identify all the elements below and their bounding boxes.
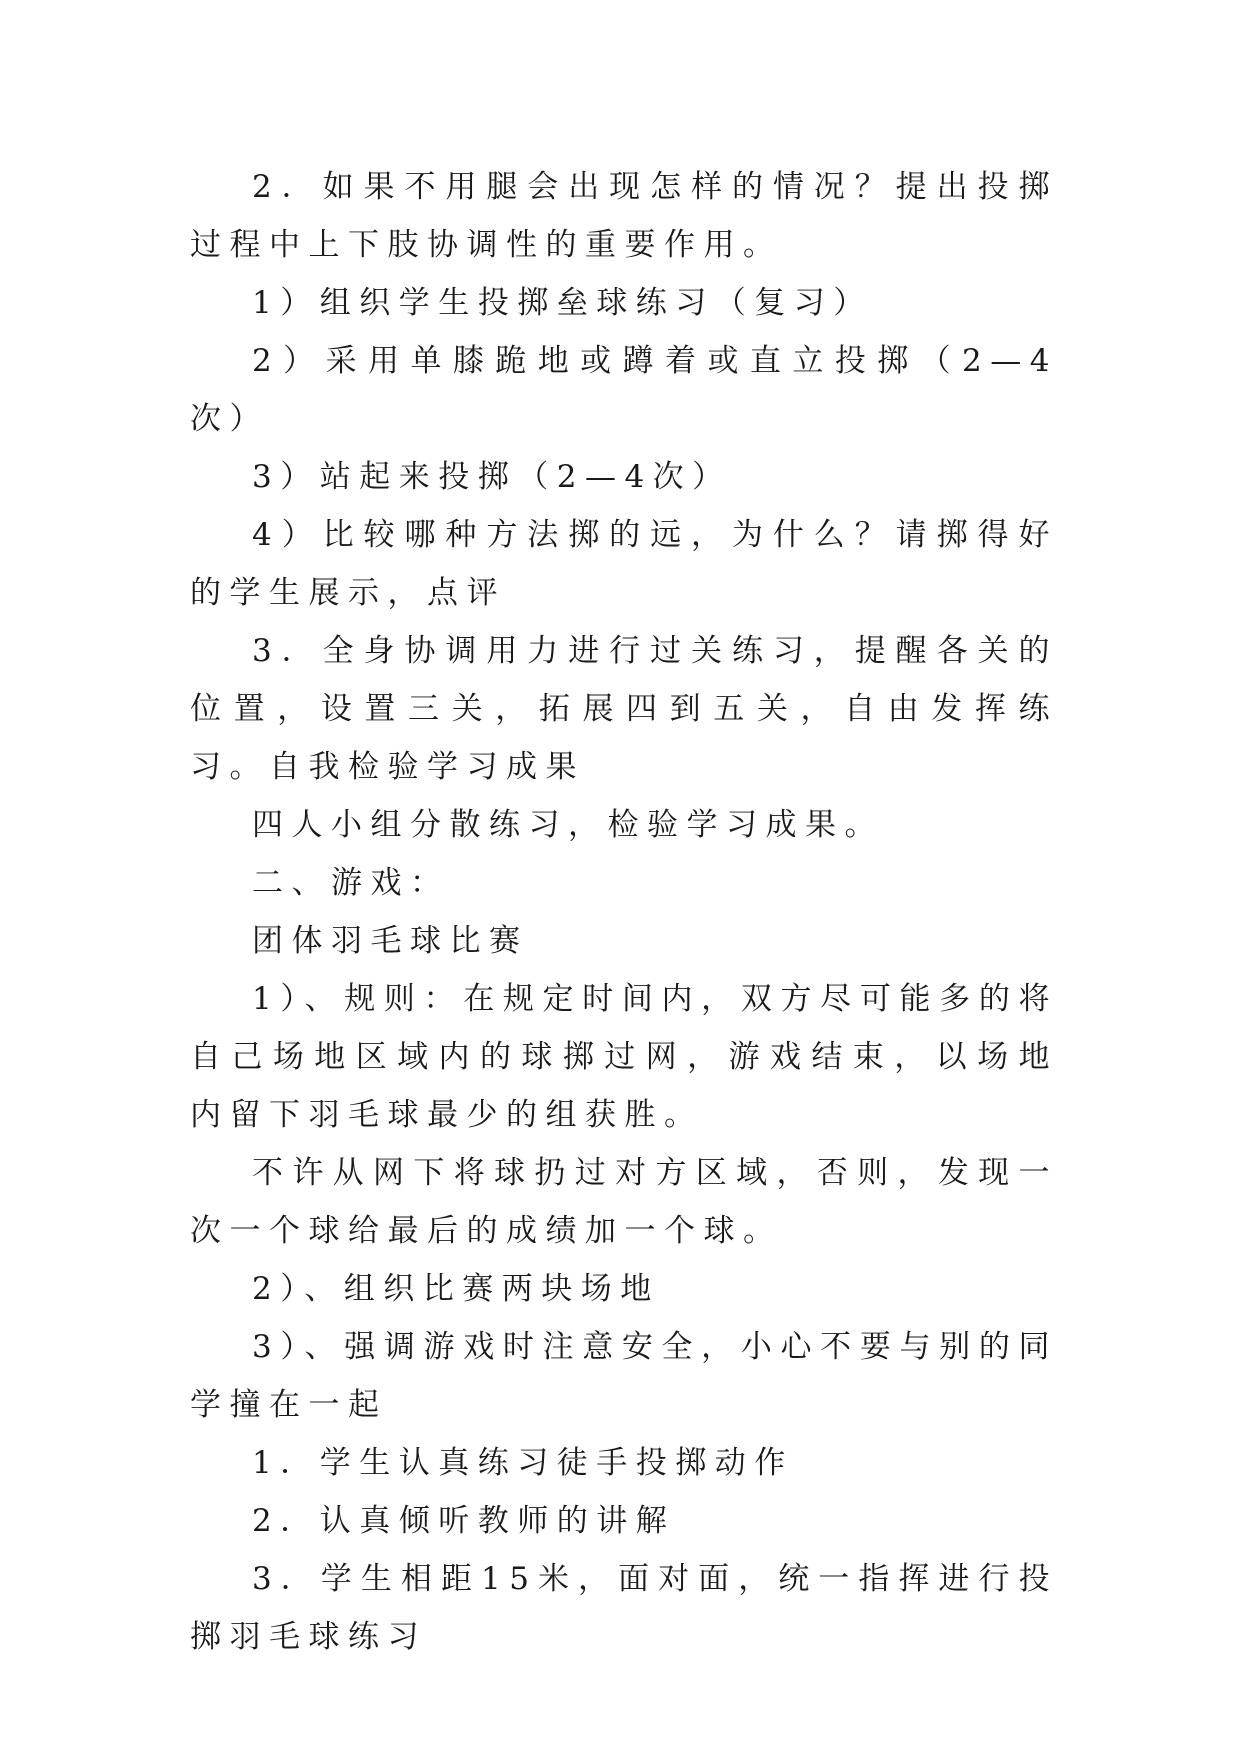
paragraph: 3）、强调游戏时注意安全，小心不要与别的同学撞在一起 bbox=[190, 1329, 1058, 1423]
paragraph: 3）站起来投掷（2—4次） bbox=[252, 459, 732, 495]
paragraph: 3．学生相距15米，面对面，统一指挥进行投掷羽毛球练习 bbox=[190, 1561, 1058, 1655]
paragraph: 2．认真倾听教师的讲解 bbox=[252, 1503, 676, 1539]
paragraph: 1）组织学生投掷垒球练习（复习） bbox=[252, 285, 873, 321]
section-heading: 二、游戏： bbox=[252, 865, 450, 901]
document-body bbox=[190, 158, 1058, 1666]
paragraph: 2）采用单膝跪地或蹲着或直立投掷（2—4次） bbox=[190, 343, 1058, 437]
paragraph: 2．如果不用腿会出现怎样的情况？提出投掷过程中上下肢协调性的重要作用。 bbox=[190, 169, 1058, 263]
paragraph: 4）比较哪种方法掷的远，为什么？请掷得好的学生展示，点评 bbox=[190, 517, 1058, 611]
paragraph: 1）、规则：在规定时间内，双方尽可能多的将自己场地区域内的球掷过网，游戏结束，以场地内留下羽毛球最少的组获胜。 bbox=[190, 981, 1058, 1133]
paragraph: 四人小组分散练习，检验学习成果。 bbox=[252, 807, 884, 843]
paragraph: 团体羽毛球比赛 bbox=[252, 923, 529, 959]
paragraph: 3．全身协调用力进行过关练习，提醒各关的位置，设置三关，拓展四到五关，自由发挥练习。自我检验学习成果 bbox=[190, 633, 1058, 785]
paragraph: 2）、组织比赛两块场地 bbox=[252, 1271, 660, 1307]
paragraph: 不许从网下将球扔过对方区域，否则，发现一次一个球给最后的成绩加一个球。 bbox=[190, 1155, 1058, 1249]
paragraph: 1．学生认真练习徒手投掷动作 bbox=[252, 1445, 794, 1481]
